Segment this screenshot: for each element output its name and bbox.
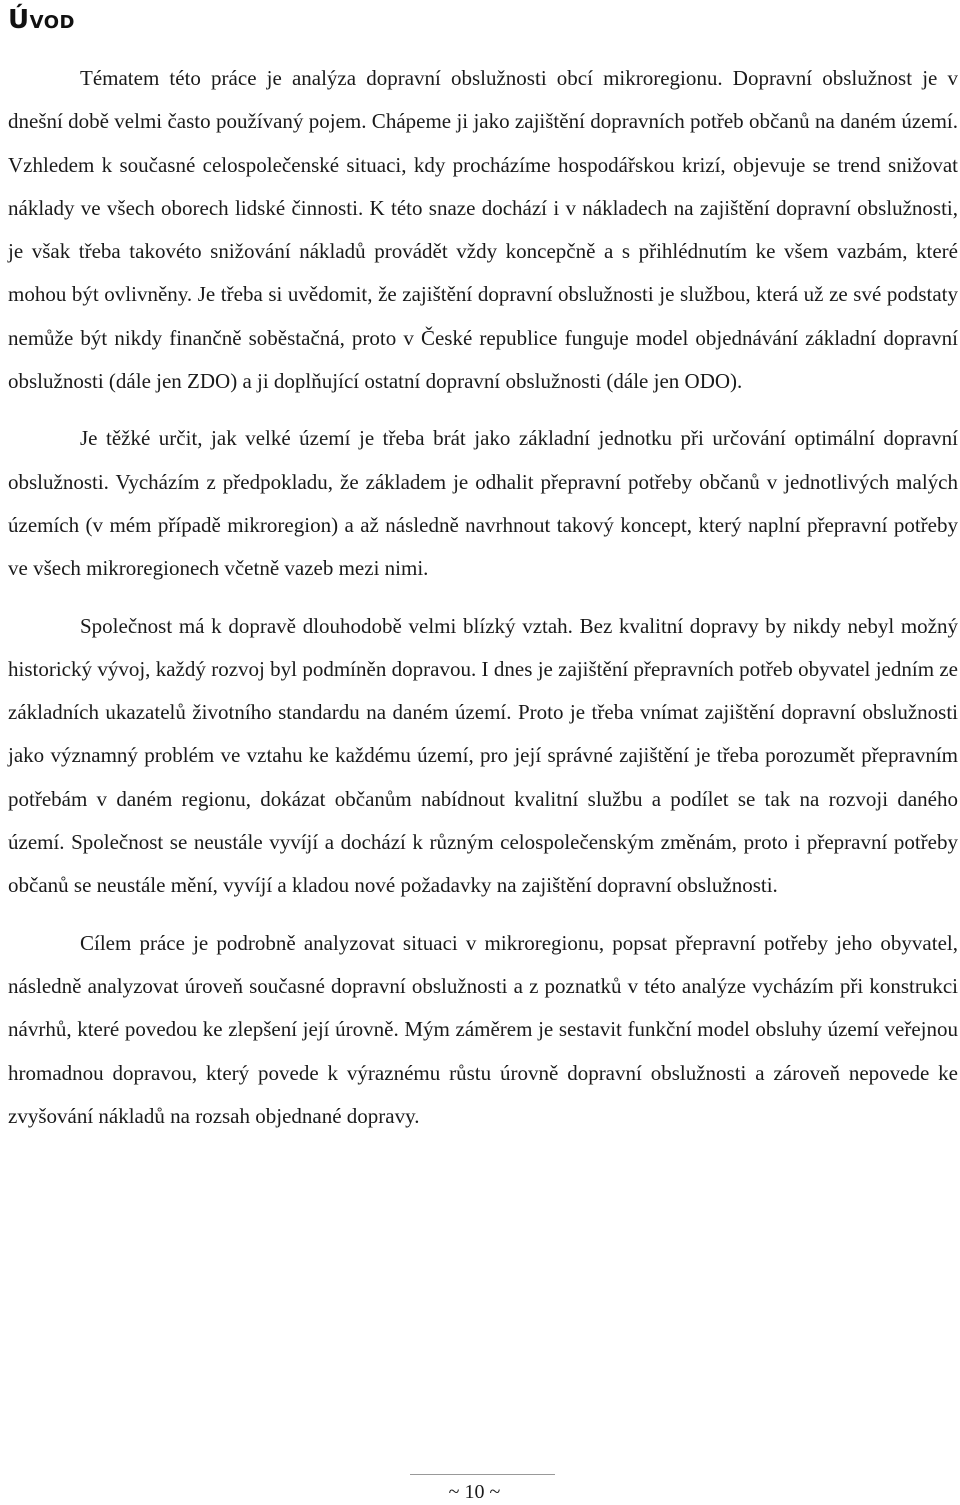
paragraph-1: Tématem této práce je analýza dopravní obslužnosti obcí mikroregionu. Dopravní obslužnost je v dnešní době velmi často používaný pojem. Chápeme ji jako zajištění dopravních potřeb občanů na daném území. Vzhledem k současné celospolečenské situaci, kdy procházíme hospodářskou krizí, objevuje se trend snižovat náklady ve všech oborech lidské činnosti. K této snaze dochází i v nákladech na zajištění dopravní obslužnosti, je však třeba takovéto snižování nákladů provádět vždy koncepčně a s přihlédnutím ke všem vazbám, které mohou být ovlivněny. Je třeba si uvědomit, že zajištění dopravní obslužnosti je službou, která už ze své podstaty nemůže být nikdy finančně soběstačná, proto v České republice funguje model objednávání základní dopravní obslužnosti (dále jen ZDO) a ji doplňující ostatní dopravní obslužnosti (dále jen ODO). (8, 66, 958, 394)
paragraph-4: Cílem práce je podrobně analyzovat situaci v mikroregionu, popsat přepravní potřeby jeho obyvatel, následně analyzovat úroveň současné dopravní obslužnosti a z poznatků v této analýze vycházím při konstrukci návrhů, které povedou ke zlepšení její úrovně. Mým záměrem je sestavit funkční model obsluhy území veřejnou hromadnou dopravou, který povede k výraznému růstu úrovně dopravní obslužnosti a zároveň nepovede ke zvyšování nákladů na rozsah objednané dopravy. (8, 930, 958, 1128)
footer-divider (410, 1474, 555, 1475)
paragraph-2: Je těžké určit, jak velké území je třeba brát jako základní jednotku při určování optimální dopravní obslužnosti. Vycházím z předpokladu, že základem je odhalit přepravní potřeby občanů v jednotlivých malých územích (v mém případě mikroregion) a až následně navrhnout takový koncept, který naplní přepravní potřeby ve všech mikroregionech včetně vazeb mezi nimi. (8, 426, 958, 581)
document-page (8, 0, 958, 1505)
paragraph-3: Společnost má k dopravě dlouhodobě velmi blízký vztah. Bez kvalitní dopravy by nikdy nebyl možný historický vývoj, každý rozvoj byl podmíněn dopravou. I dnes je zajištění přepravních potřeb obyvatel jedním ze základních ukazatelů životního standardu na daném území. Proto je třeba vnímat zajištění dopravní obslužnosti jako významný problém ve vztahu ke každému území, pro její správné zajištění je třeba porozumět přepravním potřebám v daném regionu, dokázat občanům nabídnout kvalitní službu a podílet se tak na rozvoji daného území. Společnost se neustále vyvíjí a dochází k různým celospolečenským změnám, proto i přepravní potřeby občanů se neustále mění, vyvíjí a kladou nové požadavky na zajištění dopravní obslužnosti. (8, 613, 958, 898)
body-text (8, 57, 958, 1138)
page-number: ~ 10 ~ (448, 1481, 501, 1503)
section-heading: Úvod (8, 5, 75, 35)
